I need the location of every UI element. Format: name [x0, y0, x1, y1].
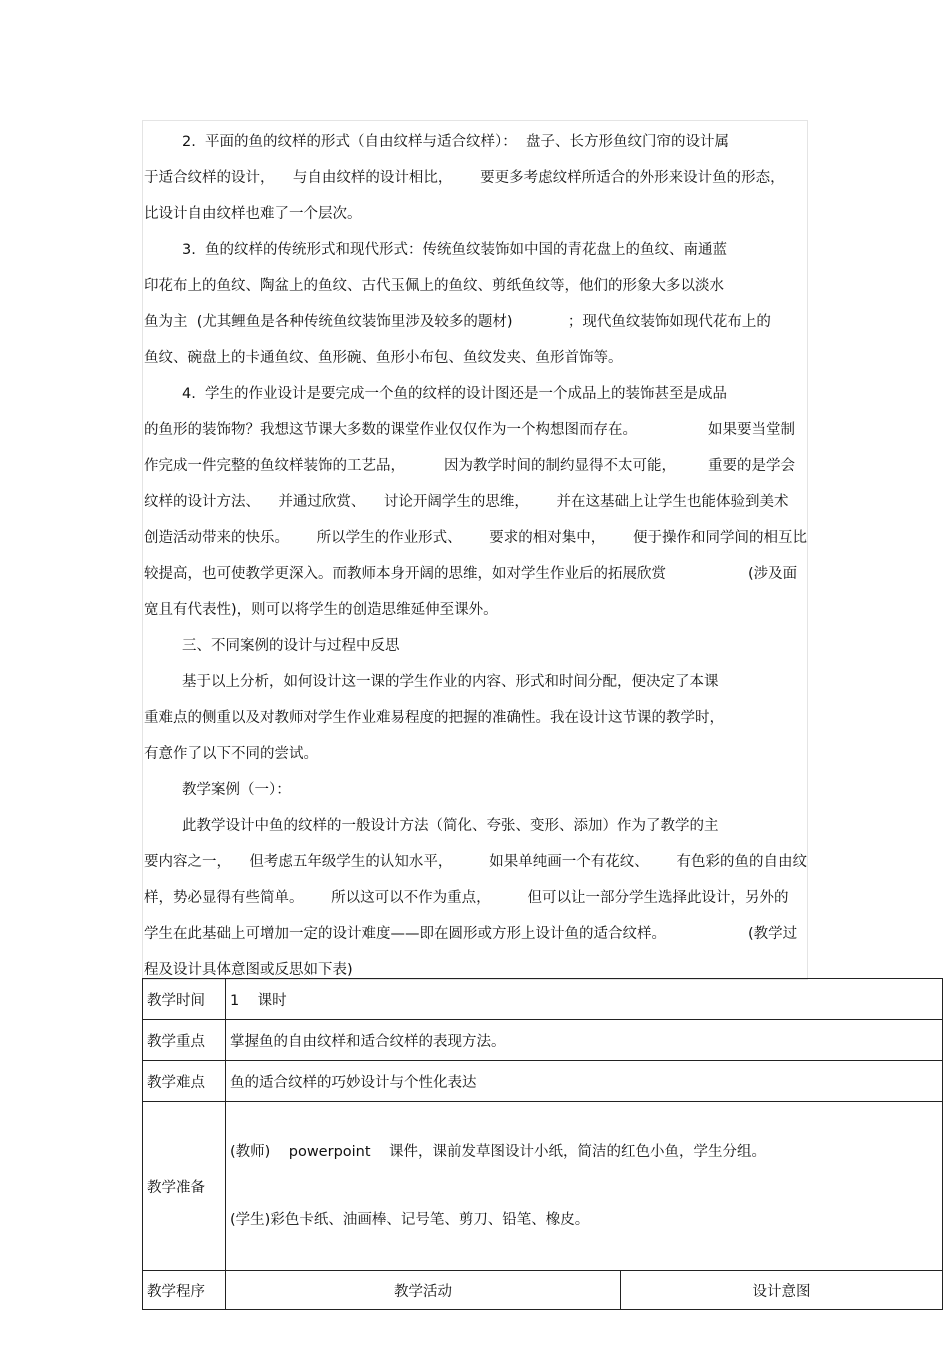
paragraph-line: 要内容之一， 但考虑五年级学生的认知水平， 如果单纯画一个有花纹、 有色彩的鱼的自由纹: [144, 854, 807, 870]
time-value: 1 课时: [226, 979, 943, 1020]
paragraph-line-tail: 如果要当堂制: [708, 422, 795, 438]
paragraph-line: 基于以上分析，如何设计这一课的学生作业的内容、形式和时间分配，便决定了本课: [182, 674, 719, 690]
preparation-teacher: (教师) powerpoint 课件，课前发草图设计小纸，简洁的红色小鱼，学生分组。: [230, 1144, 766, 1160]
key-point-label: 教学重点: [143, 1020, 226, 1061]
paragraph-line: 较提高，也可使教学更深入。而教师本身开阔的思维，如对学生作业后的拓展欣赏: [144, 566, 666, 582]
paragraph-line: 4. 学生的作业设计是要完成一个鱼的纹样的设计图还是一个成品上的装饰甚至是成品: [182, 386, 728, 402]
paragraph-line: 样，势必显得有些简单。 所以这可以不作为重点， 但可以让一部分学生选择此设计，另外的: [144, 890, 789, 906]
key-point-value: 掌握鱼的自由纹样和适合纹样的表现方法。: [226, 1020, 943, 1061]
paragraph-line: 鱼纹、碗盘上的卡通鱼纹、鱼形碗、鱼形小布包、鱼纹发夹、鱼形首饰等。: [144, 350, 623, 366]
paragraph-line: 于适合纹样的设计， 与自由纹样的设计相比， 要更多考虑纹样所适合的外形来设计鱼的形态，: [144, 170, 785, 186]
paragraph-line: 作完成一件完整的鱼纹样装饰的工艺品，: [144, 458, 405, 474]
preparation-label: 教学准备: [143, 1102, 226, 1271]
paragraph-line: 此教学设计中鱼的纹样的一般设计方法（简化、夸张、变形、添加）作为了教学的主: [182, 818, 719, 834]
table-row: [143, 979, 943, 1020]
time-label: 教学时间: [143, 979, 226, 1020]
difficulty-value: 鱼的适合纹样的巧妙设计与个性化表达: [226, 1061, 943, 1102]
paragraph-line: 程及设计具体意图或反思如下表): [144, 962, 353, 978]
paragraph-line: 3. 鱼的纹样的传统形式和现代形式：传统鱼纹装饰如中国的青花盘上的鱼纹、南通蓝: [182, 242, 728, 258]
procedure-label: 教学程序: [143, 1271, 226, 1310]
paragraph-line-tail: 重要的是学会: [708, 458, 795, 474]
table-row: [143, 1102, 943, 1271]
paragraph-line: 重难点的侧重以及对教师对学生作业难易程度的把握的准确性。我在设计这节课的教学时，: [144, 710, 724, 726]
activity-header: 教学活动: [226, 1271, 621, 1310]
case-heading: 教学案例（一）：: [182, 782, 291, 798]
paragraph-line-tail: (教学过: [748, 926, 798, 942]
paragraph-line: 的鱼形的装饰物？我想这节课大多数的课堂作业仅仅作为一个构想图而存在。: [144, 422, 637, 438]
difficulty-label: 教学难点: [143, 1061, 226, 1102]
paragraph-line: 宽且有代表性)，则可以将学生的创造思维延伸至课外。: [144, 602, 498, 618]
paragraph-line: 2. 平面的鱼的纹样的形式（自由纹样与适合纹样）： 盘子、长方形鱼纹门帘的设计属: [182, 134, 730, 150]
lesson-plan-table: [142, 978, 943, 1310]
paragraph-line: 比设计自由纹样也难了一个层次。: [144, 206, 362, 222]
paragraph-line: 纹样的设计方法、 并通过欣赏、 讨论开阔学生的思维， 并在这基础上让学生也能体验到美术: [144, 494, 789, 510]
preparation-student: (学生)彩色卡纸、油画棒、记号笔、剪刀、铅笔、橡皮。: [230, 1212, 590, 1228]
table-row: [143, 1061, 943, 1102]
table-header-row: [143, 1271, 943, 1310]
paragraph-line: 鱼为主 (尤其鲤鱼是各种传统鱼纹装饰里涉及较多的题材) ；现代鱼纹装饰如现代花布上的: [144, 314, 771, 330]
table-row: [143, 1020, 943, 1061]
preparation-cell: [226, 1102, 943, 1271]
paragraph-line-mid: 因为教学时间的制约显得不太可能，: [444, 458, 676, 474]
paragraph-line-tail: (涉及面: [748, 566, 798, 582]
paragraph-line: 创造活动带来的快乐。 所以学生的作业形式、 要求的相对集中， 便于操作和同学间的相互比: [144, 530, 807, 546]
section-heading: 三、不同案例的设计与过程中反思: [182, 638, 400, 654]
paragraph-line: 有意作了以下不同的尝试。: [144, 746, 318, 762]
paragraph-line: 学生在此基础上可增加一定的设计难度——即在圆形或方形上设计鱼的适合纹样。: [144, 926, 666, 942]
intent-header: 设计意图: [621, 1271, 943, 1310]
paragraph-line: 印花布上的鱼纹、陶盆上的鱼纹、古代玉佩上的鱼纹、剪纸鱼纹等，他们的形象大多以淡水: [144, 278, 724, 294]
